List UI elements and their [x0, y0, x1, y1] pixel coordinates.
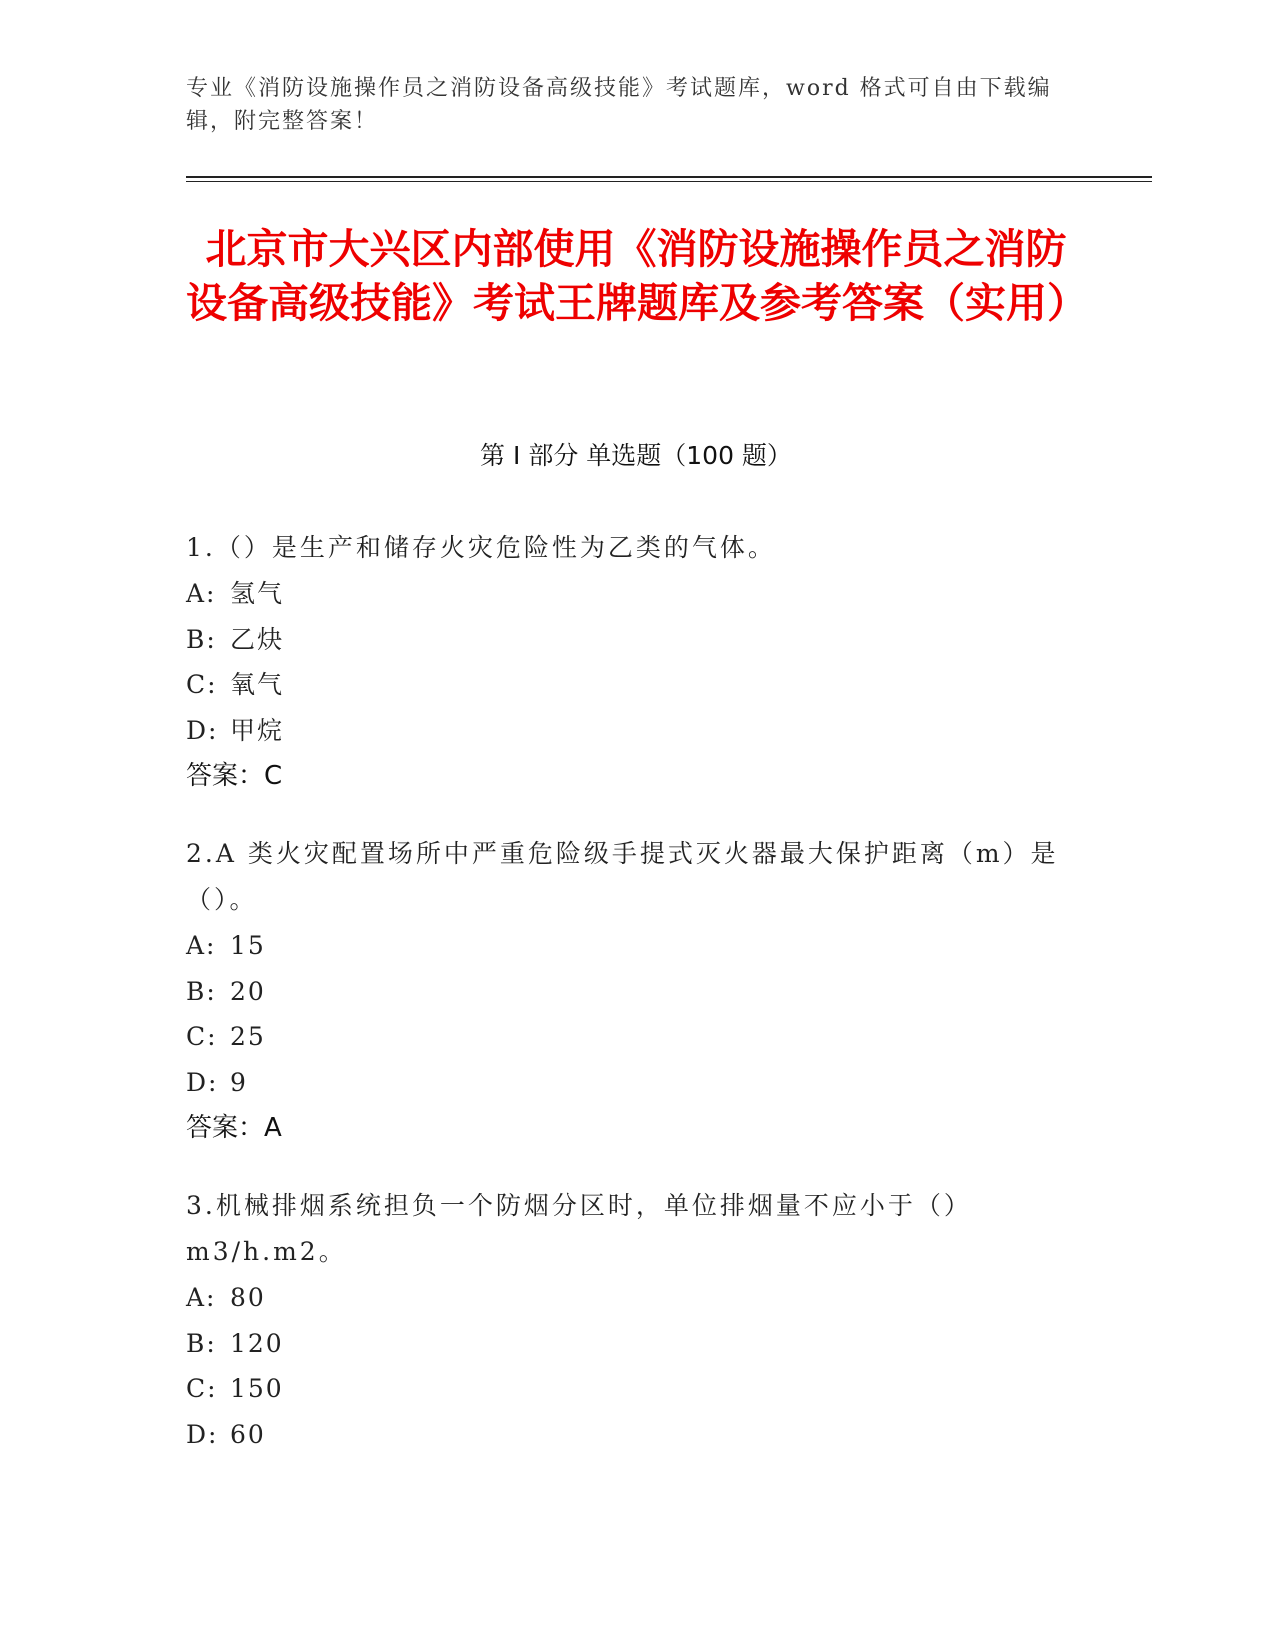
option-text: 甲烷 — [230, 715, 285, 745]
option-label: B: — [186, 624, 217, 654]
option-label: A: — [186, 579, 217, 608]
option-label: D: — [186, 1067, 219, 1097]
question-stem: 2.A 类火灾配置场所中严重危险级手提式灭火器最大保护距离（m）是（）。 — [186, 839, 1059, 914]
option-d — [186, 1412, 1066, 1458]
option-text: 60 — [230, 1419, 266, 1449]
option-b — [186, 969, 1066, 1015]
question-2 — [186, 831, 1066, 1151]
option-label: A: — [186, 931, 217, 960]
question-3 — [186, 1183, 1066, 1457]
header-rule-thick — [186, 176, 1152, 178]
option-text: 80 — [230, 1283, 266, 1312]
option-text: 15 — [230, 931, 266, 960]
option-label: D: — [186, 715, 219, 745]
answer-line: 答案：A — [186, 1113, 282, 1143]
option-text: 20 — [230, 976, 266, 1006]
option-text: 氢气 — [230, 579, 285, 608]
option-d — [186, 708, 1066, 754]
option-label: A: — [186, 1283, 217, 1312]
section-heading: 第 I 部分 单选题（100 题） — [480, 441, 792, 470]
option-text: 25 — [230, 1022, 266, 1051]
option-label: B: — [186, 976, 217, 1006]
answer-line: 答案：C — [186, 761, 283, 791]
document-title: 北京市大兴区内部使用《消防设施操作员之消防设备高级技能》考试王牌题库及参考答案（实用） — [186, 225, 1088, 327]
option-text: 乙炔 — [230, 624, 285, 654]
option-text: 9 — [230, 1067, 248, 1097]
option-label: D: — [186, 1419, 219, 1449]
option-c — [186, 662, 1066, 708]
option-label: B: — [186, 1328, 217, 1358]
option-d — [186, 1060, 1066, 1106]
option-label: C: — [186, 670, 218, 699]
option-label: C: — [186, 1374, 218, 1403]
option-c — [186, 1366, 1066, 1412]
header-rule-thin — [186, 181, 1152, 182]
option-text: 150 — [230, 1374, 284, 1403]
question-1 — [186, 525, 1066, 799]
option-text: 120 — [230, 1328, 284, 1358]
option-a — [186, 1275, 1066, 1321]
question-stem: 3.机械排烟系统担负一个防烟分区时，单位排烟量不应小于（）m3/h.m2。 — [186, 1191, 972, 1266]
question-list — [186, 525, 1066, 1489]
option-b — [186, 1321, 1066, 1367]
question-stem: 1.（）是生产和储存火灾危险性为乙类的气体。 — [186, 533, 776, 562]
header-note: 专业《消防设施操作员之消防设备高级技能》考试题库，word 格式可自由下载编辑，附完整答案！ — [186, 76, 1052, 134]
option-a — [186, 923, 1066, 969]
option-b — [186, 617, 1066, 663]
option-text: 氧气 — [230, 670, 285, 699]
option-label: C: — [186, 1022, 218, 1051]
option-a — [186, 571, 1066, 617]
option-c — [186, 1014, 1066, 1060]
